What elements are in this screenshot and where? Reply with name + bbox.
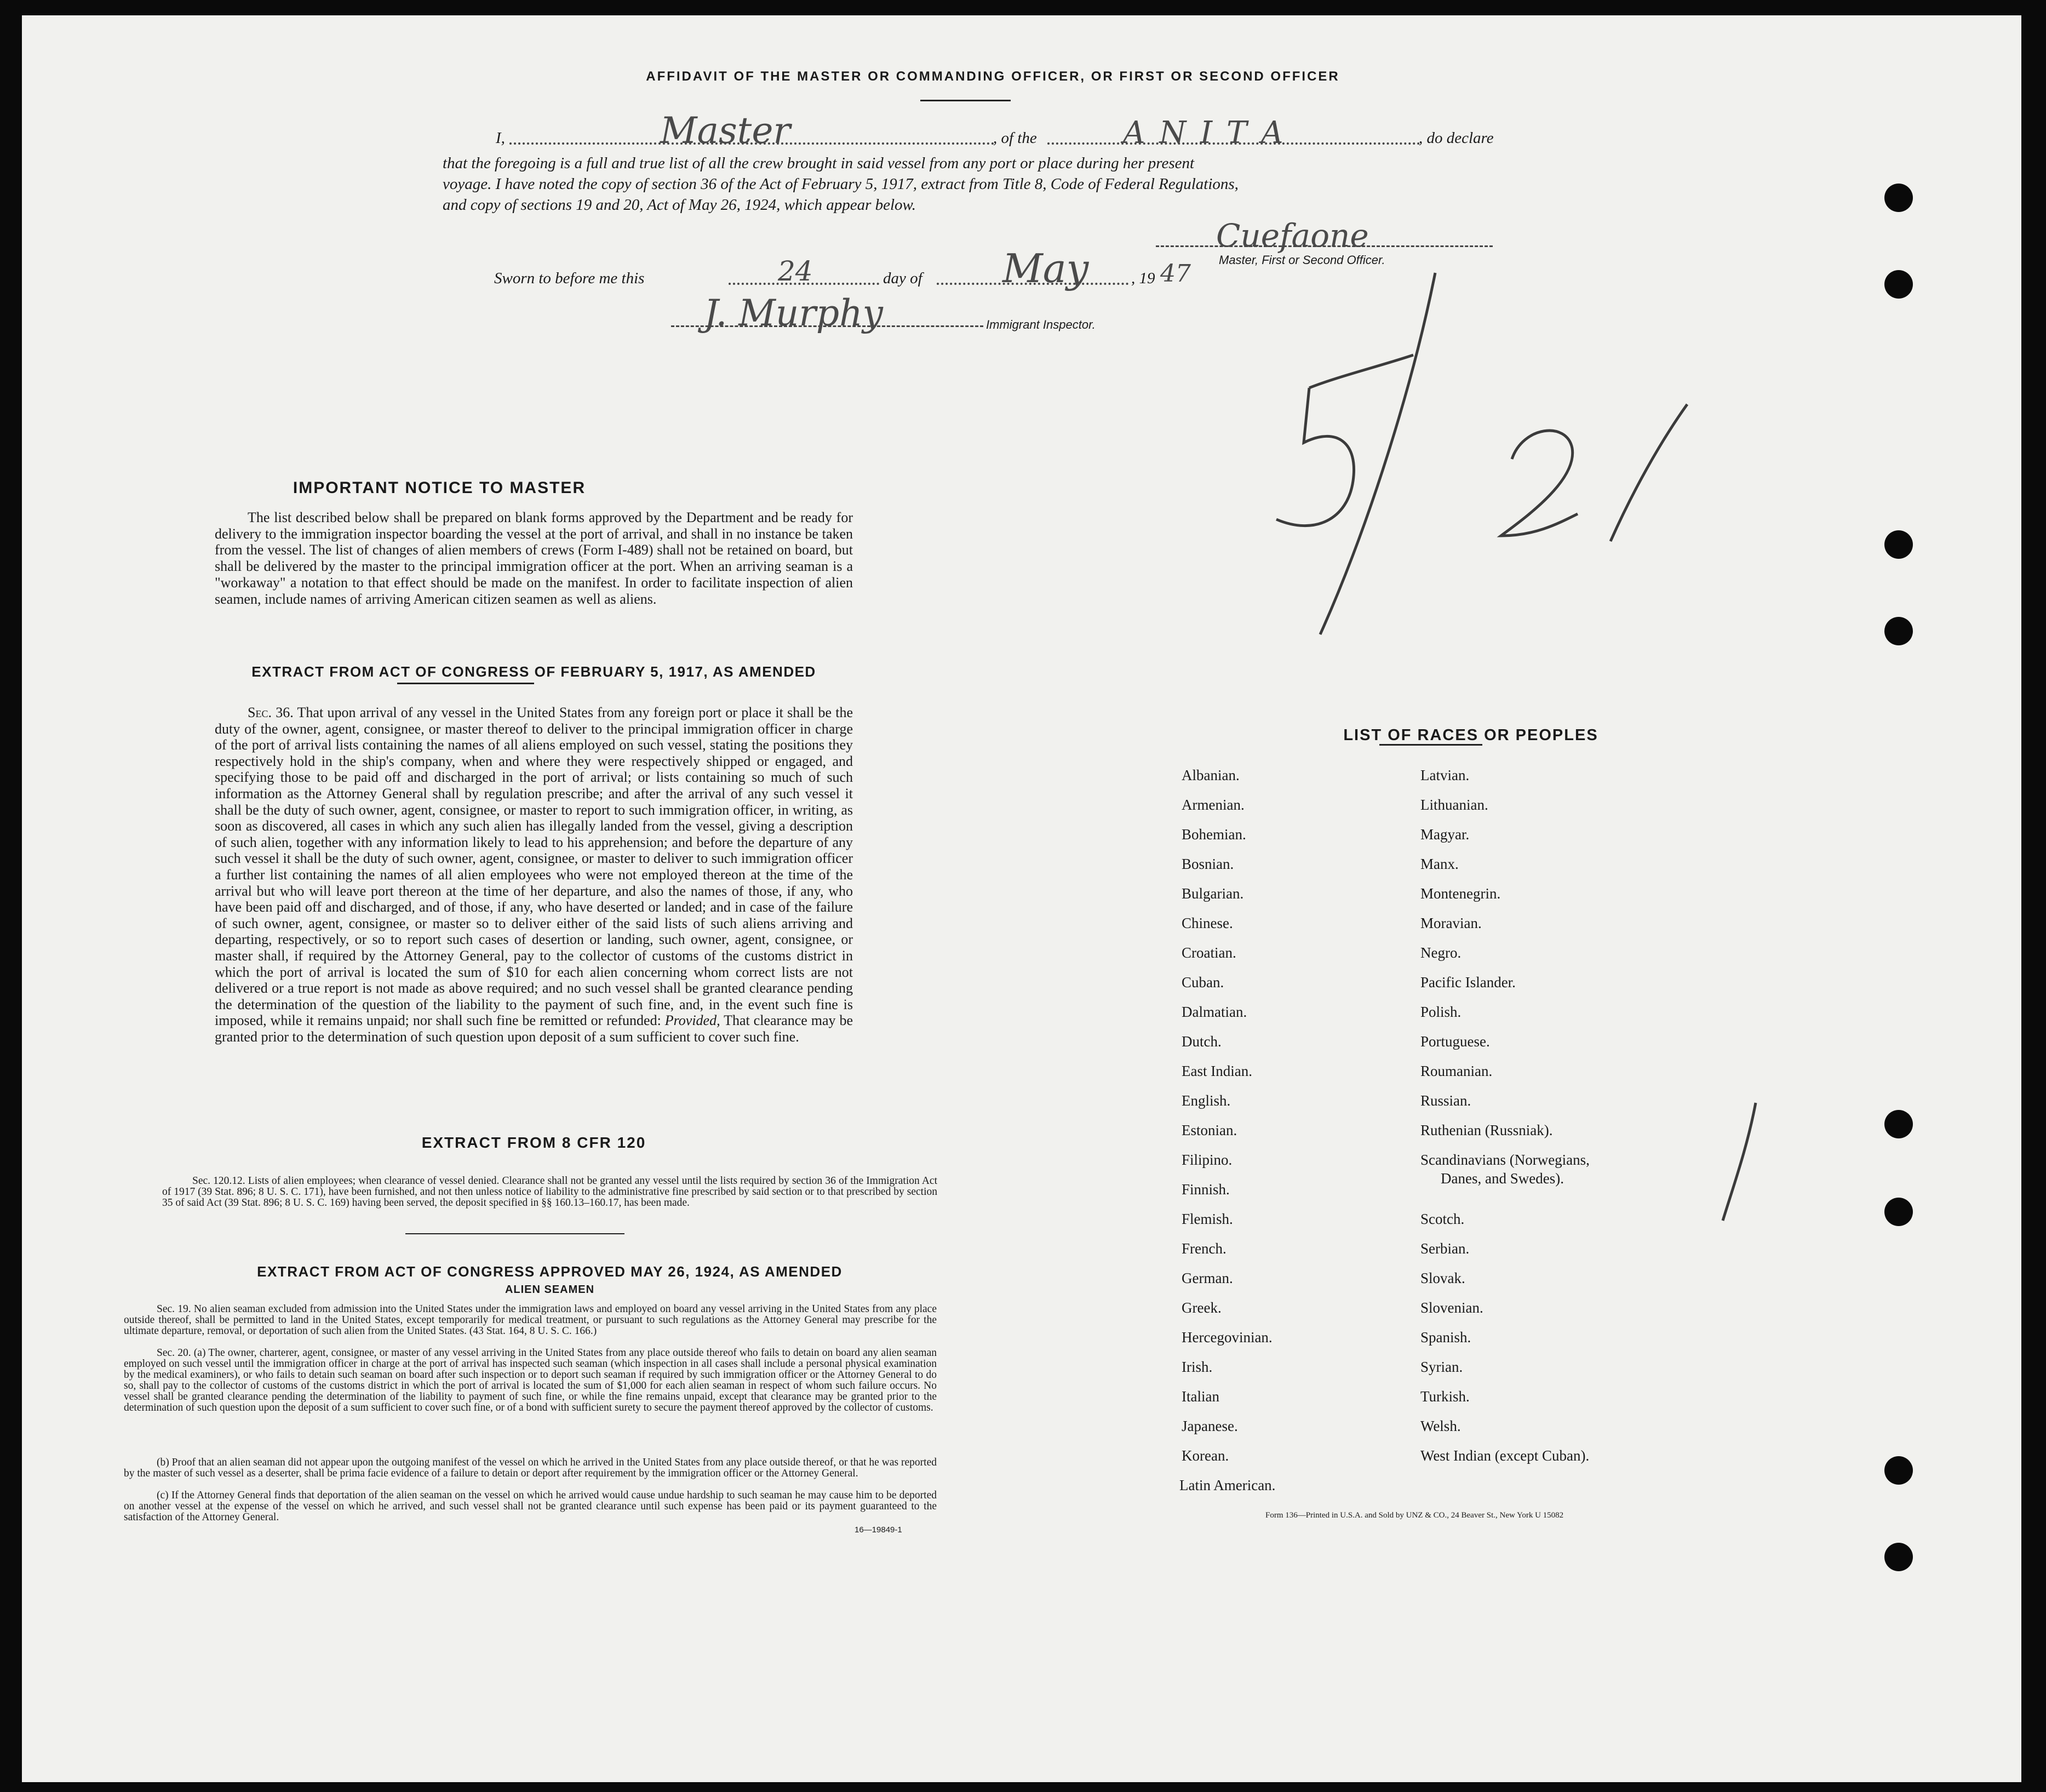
notice-title: IMPORTANT NOTICE TO MASTER (293, 479, 586, 497)
race-item: Portuguese. (1420, 1033, 1490, 1050)
punch-hole (1884, 617, 1913, 645)
race-item: Latin American. (1179, 1477, 1276, 1493)
affidavit-line-4: and copy of sections 19 and 20, Act of May 26, 1924, which appear below. (443, 196, 916, 214)
race-item: Roumanian. (1420, 1063, 1493, 1079)
affidavit-line-2: that the foregoing is a full and true list of all the crew brought in said vessel from any port or place during her present (443, 154, 1195, 172)
notice-body: The list described below shall be prepared on blank forms approved by the Department and be ready for delivery to the immigration inspector boarding the vessel at the port of arrival, and shall in no instance be taken from the vessel. The list of changes of alien members of crews (Form I-489) shall not be retained on board, but shall be delivered by the master to the principal immigration officer at the port. When an arriving seaman is a "workaway" a notation to that effect should be made on the manifest. In order to facilitate inspection of alien seamen, include names of arriving American citizen seamen as well as aliens. (215, 509, 853, 607)
inspector-label: Immigrant Inspector. (986, 318, 1096, 331)
extract-1924-subtitle: ALIEN SEAMEN (505, 1284, 595, 1296)
race-item: Lithuanian. (1420, 797, 1488, 813)
sworn-year-prefix: , 19 (1131, 270, 1155, 287)
sec-19-body: Sec. 19. No alien seaman excluded from admission into the United States under the immigration laws and employed on board any vessel arriving in the United States from any place outside thereof, shall be permitted to land in the United States, except temporarily for medical treatment, or pursuant to such regulations as the Attorney General may prescribe for the ultimate departure, removal, or deportation of such alien from the United States. (43 Stat. 164, 8 U. S. C. 166.) (124, 1303, 937, 1337)
race-item: Bosnian. (1182, 856, 1234, 872)
provided-word: Provided, (664, 1012, 720, 1029)
punch-hole (1884, 270, 1913, 299)
punch-hole (1884, 530, 1913, 559)
race-item: Flemish. (1182, 1211, 1233, 1227)
handwritten-month: May (1002, 245, 1089, 291)
handwritten-date-mark (1216, 262, 1753, 656)
sec-20b-body: (b) Proof that an alien seaman did not appear upon the outgoing manifest of the vessel on which he arrived in the United States from any place outside thereof, or that he was reported by the master of such vessel as a deserter, shall be prima facie evidence of a failure to detain or deport after requirement by the immigration officer or the Attorney General. (124, 1457, 937, 1479)
race-item: English. (1182, 1092, 1231, 1109)
race-item: Slovenian. (1420, 1299, 1483, 1316)
sec-20a-body: Sec. 20. (a) The owner, charterer, agent, consignee, or master of any vessel arriving in the United States from any place outside thereof who fails to detain on board any alien seaman employed on such vessel until the immigration officer in charge at the port of arrival has inspected such seaman (which inspection in all cases shall include a personal physical examination by the medical examiners), or who fails to detain such seaman on board after such inspection or to deport such seaman if required by such immigration officer or the Attorney General to do so, shall pay to the collector of customs of the customs district in which the port of arrival is located the sum of $1,000 for each alien seaman in respect of whom such failure occurs. No vessel shall be granted clearance pending the determination of the liability to payment of such fine, or while the fine remains unpaid, except that clearance may be granted prior to the determination of such question upon the deposit of a sum sufficient to cover such fine, or of a bond with sufficient surety to secure the payment thereof approved by the collector of customs. (124, 1347, 937, 1413)
race-item: Latvian. (1420, 767, 1470, 783)
handwritten-tick-mark (1704, 1097, 1769, 1229)
sec-36-label: Sec. 36. (248, 705, 294, 720)
race-item: Finnish. (1182, 1181, 1230, 1198)
races-title: LIST OF RACES OR PEOPLES (1343, 726, 1598, 744)
race-item: Bohemian. (1182, 826, 1246, 843)
race-item: Dutch. (1182, 1033, 1222, 1050)
extract-1917-body (215, 705, 853, 1045)
race-item: Turkish. (1420, 1388, 1470, 1405)
race-item: Hercegovinian. (1182, 1329, 1273, 1346)
sec-20c-body: (c) If the Attorney General finds that deportation of the alien seaman on the vessel on which he arrived would cause undue hardship to such seaman he may cause him to be deported on another vessel at the expense of the vessel on which he arrived, and such vessel shall not be granted clearance until such expense has been paid or its payment guaranteed to the satisfaction of the Attorney General. (124, 1490, 937, 1523)
race-item: Ruthenian (Russniak). (1420, 1122, 1553, 1138)
punch-hole (1884, 1543, 1913, 1571)
race-item: Greek. (1182, 1299, 1222, 1316)
master-signature: Cuefaone (1216, 217, 1369, 254)
race-item: Italian (1182, 1388, 1219, 1405)
affidavit-of-the: , of the (993, 129, 1037, 147)
document-page (22, 15, 2021, 1782)
extract-cfr-title: EXTRACT FROM 8 CFR 120 (421, 1134, 646, 1151)
extract-1917-title: EXTRACT FROM ACT OF CONGRESS OF FEBRUARY 5, 1917, AS AMENDED (251, 663, 816, 680)
race-item: Japanese. (1182, 1418, 1238, 1434)
signature-label: Master, First or Second Officer. (1219, 253, 1385, 267)
handwritten-vessel-name: A N I T A (1123, 115, 1286, 151)
race-item: Welsh. (1420, 1418, 1461, 1434)
race-item: Pacific Islander. (1420, 974, 1516, 991)
extract-1917-rule (397, 683, 534, 684)
punch-hole (1884, 1456, 1913, 1485)
race-item: East Indian. (1182, 1063, 1252, 1079)
race-item: Syrian. (1420, 1359, 1463, 1375)
race-item: Albanian. (1182, 767, 1240, 783)
cfr-rule (405, 1233, 624, 1234)
signature-dashed-line (1156, 245, 1493, 247)
inspector-signature: J. Murphy (704, 292, 883, 334)
race-item: Scandinavians (Norwegians, (1420, 1152, 1590, 1168)
race-item: Polish. (1420, 1004, 1462, 1020)
race-item: Croatian. (1182, 944, 1236, 961)
handwritten-year: 47 (1160, 260, 1191, 288)
race-item: Slovak. (1420, 1270, 1465, 1286)
sec-36-text-end: That clearance may be granted prior to the determination of such question upon deposit of a sum sufficient to cover such fine. (215, 1012, 853, 1045)
printer-footer: Form 136—Printed in U.S.A. and Sold by UNZ & CO., 24 Beaver St., New York U 15082 (1265, 1511, 1564, 1520)
sworn-day-of: day of (883, 270, 922, 287)
race-item: Manx. (1420, 856, 1459, 872)
form-code: 16—19849-1 (855, 1525, 902, 1535)
race-item: Korean. (1182, 1447, 1229, 1464)
affidavit-title: AFFIDAVIT OF THE MASTER OR COMMANDING OFFICER, OR FIRST OR SECOND OFFICER (646, 69, 1340, 84)
extract-cfr-body: Sec. 120.12. Lists of alien employees; when clearance of vessel denied. Clearance shall not be granted any vessel until the lists required by section 36 of the Immigration Act of 1917 (39 Stat. 896; 8 U. S. C. 171), have been furnished, and not then unless notice of liability to the administrative fine prescribed by said section or to that prescribed by section 35 of said Act (39 Stat. 896; 8 U. S. C. 169) having been served, the deposit specified in §§ 160.13–160.17, has been made. (162, 1175, 937, 1209)
race-item: Estonian. (1182, 1122, 1237, 1138)
race-item: German. (1182, 1270, 1233, 1286)
affidavit-declare: , do declare (1419, 129, 1494, 147)
punch-hole (1884, 1198, 1913, 1226)
race-item: West Indian (except Cuban). (1420, 1447, 1590, 1464)
title-rule (920, 100, 1011, 101)
race-item: Filipino. (1182, 1152, 1233, 1168)
race-item: Serbian. (1420, 1240, 1470, 1257)
affidavit-line-3: voyage. I have noted the copy of section 36 of the Act of February 5, 1917, extract from Title 8, Code of Federal Regulations, (443, 175, 1239, 193)
extract-1924-title: EXTRACT FROM ACT OF CONGRESS APPROVED MAY 26, 1924, AS AMENDED (257, 1263, 843, 1280)
race-item: Chinese. (1182, 915, 1233, 931)
punch-hole (1884, 1110, 1913, 1138)
race-item: Bulgarian. (1182, 885, 1244, 902)
race-item: Magyar. (1420, 826, 1470, 843)
race-item: Moravian. (1420, 915, 1482, 931)
sec-36-text: That upon arrival of any vessel in the United States from any foreign port or place it shall be the duty of the owner, agent, consignee, or master thereof to deliver to the principal immigration officer in charge of the port of arrival lists containing the names of all aliens employed on such vessel, stating the positions they respectively hold in the ship's company, when and where they were respectively shipped or engaged, and specifying those to be paid off and discharged in the port of arrival; or lists containing so much of such information as the Attorney General shall by regulation prescribe; and after the arrival of any such vessel it shall be the duty of such owner, agent, consignee, or master to report to such immigration officer, in writing, as soon as discovered, all cases in which any such alien has illegally landed from the vessel, giving a description of such alien, together with any information likely to lead to his apprehension; and before the departure of any such vessel it shall be the duty of such owner, agent, consignee, or master to deliver to such immigration officer a further list containing the names of all alien employees who were not employed thereon at the time of the arrival but who will leave port thereon at the time of her departure, and also the names of those, if any, who have been paid off and discharged, and of those, if any, who have deserted or landed; and in case of the failure of such owner, agent, consignee, or master so to deliver either of the said lists of such aliens arriving and departing, respectively, or so to report such cases of desertion or landing, such owner, agent, consignee, or master shall, if required by the Attorney General, pay to the collector of customs of the customs district in which the port of arrival is located the sum of $10 for each alien concerning whom correct lists are not delivered or a true report is not made as above required; and no such vessel shall be granted clearance pending the determination of the question of the liability to the payment of such fine, and, in the event such fine is imposed, while it remains unpaid; nor shall such fine be remitted or refunded: (215, 705, 853, 1029)
race-item: Montenegrin. (1420, 885, 1501, 902)
race-item: French. (1182, 1240, 1227, 1257)
sworn-prefix: Sworn to before me this (494, 270, 645, 287)
races-rule (1379, 744, 1482, 746)
punch-hole (1884, 184, 1913, 212)
handwritten-day: 24 (778, 255, 813, 287)
race-item: Russian. (1420, 1092, 1471, 1109)
race-item: Cuban. (1182, 974, 1224, 991)
race-item: Irish. (1182, 1359, 1213, 1375)
affidavit-i: I, (496, 129, 505, 147)
race-item: Armenian. (1182, 797, 1245, 813)
race-item: Negro. (1420, 944, 1462, 961)
race-item: Scotch. (1420, 1211, 1465, 1227)
race-item: Dalmatian. (1182, 1004, 1247, 1020)
race-item: Spanish. (1420, 1329, 1471, 1346)
handwritten-name: Master (660, 110, 790, 152)
race-item: Danes, and Swedes). (1441, 1170, 1564, 1187)
